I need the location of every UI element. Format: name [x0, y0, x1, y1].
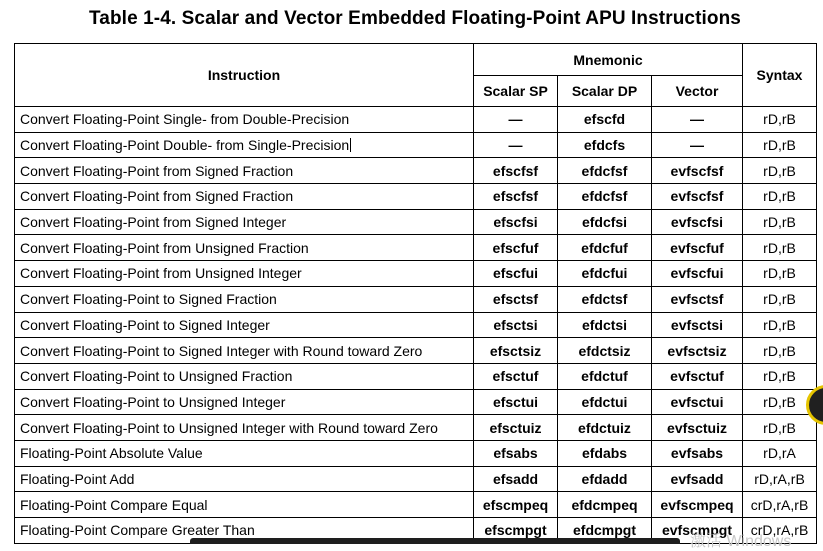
syntax-cell: rD,rB [743, 158, 817, 184]
vector-cell: evfsabs [652, 440, 743, 466]
scalar-dp-cell: efdcmpgt [558, 518, 652, 544]
instruction-cell: Floating-Point Add [15, 466, 474, 492]
syntax-cell: rD,rB [743, 338, 817, 364]
instruction-cell: Floating-Point Compare Greater Than [15, 518, 474, 544]
instruction-cell: Floating-Point Compare Equal [15, 492, 474, 518]
instruction-cell: Convert Floating-Point to Unsigned Fraction [15, 363, 474, 389]
scalar-sp-cell: — [474, 132, 558, 158]
text-cursor [350, 138, 351, 152]
vector-cell: evfsadd [652, 466, 743, 492]
vector-cell: — [652, 132, 743, 158]
syntax-cell: rD,rB [743, 184, 817, 210]
table-title: Table 1-4. Scalar and Vector Embedded Floating-Point APU Instructions [89, 8, 741, 29]
table-row [15, 492, 817, 518]
header-scalar-dp: Scalar DP [558, 76, 652, 107]
vector-cell: evfsctuf [652, 363, 743, 389]
vector-cell: evfsctsiz [652, 338, 743, 364]
syntax-cell: rD,rB [743, 132, 817, 158]
scalar-sp-cell: efsadd [474, 466, 558, 492]
instruction-cell: Convert Floating-Point Double- from Single-Precision [15, 132, 474, 158]
vector-cell: — [652, 107, 743, 133]
scalar-sp-cell: efsctuf [474, 363, 558, 389]
table-row [15, 440, 817, 466]
scalar-sp-cell: efscmpgt [474, 518, 558, 544]
scalar-dp-cell: efdctsi [558, 312, 652, 338]
instruction-cell: Convert Floating-Point to Signed Integer with Round toward Zero [15, 338, 474, 364]
syntax-cell: rD,rB [743, 389, 817, 415]
table-row [15, 363, 817, 389]
header-vector: Vector [652, 76, 743, 107]
scalar-dp-cell: efdctsf [558, 286, 652, 312]
instruction-cell: Floating-Point Absolute Value [15, 440, 474, 466]
scalar-dp-cell: efdcfsf [558, 184, 652, 210]
table-row [15, 312, 817, 338]
scalar-dp-cell: efdcfs [558, 132, 652, 158]
table-row [15, 235, 817, 261]
vector-cell: evfscmpeq [652, 492, 743, 518]
header-mnemonic: Mnemonic [474, 44, 743, 76]
instruction-cell: Convert Floating-Point to Signed Integer [15, 312, 474, 338]
vector-cell: evfscfsi [652, 209, 743, 235]
taskbar-strip [190, 538, 680, 544]
scalar-sp-cell: efsctsf [474, 286, 558, 312]
header-scalar-sp: Scalar SP [474, 76, 558, 107]
syntax-cell: rD,rB [743, 415, 817, 441]
scalar-sp-cell: efsctsi [474, 312, 558, 338]
vector-cell: evfsctsf [652, 286, 743, 312]
activation-watermark: 激活 Windows [690, 533, 792, 550]
scalar-dp-cell: efdcfui [558, 261, 652, 287]
table-row [15, 286, 817, 312]
scalar-sp-cell: efsctuiz [474, 415, 558, 441]
scalar-sp-cell: efsctui [474, 389, 558, 415]
instruction-cell: Convert Floating-Point Single- from Double-Precision [15, 107, 474, 133]
scalar-dp-cell: efdabs [558, 440, 652, 466]
scalar-dp-cell: efdcmpeq [558, 492, 652, 518]
scalar-sp-cell: efscmpeq [474, 492, 558, 518]
scalar-sp-cell: efsctsiz [474, 338, 558, 364]
scalar-dp-cell: efdcfsi [558, 209, 652, 235]
scalar-sp-cell: efscfsf [474, 158, 558, 184]
syntax-cell: rD,rB [743, 107, 817, 133]
vector-cell: evfscfui [652, 261, 743, 287]
scalar-dp-cell: efdcfuf [558, 235, 652, 261]
scalar-dp-cell: efdctui [558, 389, 652, 415]
table-row [15, 107, 817, 133]
vector-cell: evfsctuiz [652, 415, 743, 441]
scalar-sp-cell: efscfuf [474, 235, 558, 261]
table-body [15, 107, 817, 544]
instruction-cell: Convert Floating-Point from Signed Fraction [15, 184, 474, 210]
instruction-cell: Convert Floating-Point to Unsigned Integer [15, 389, 474, 415]
header-syntax: Syntax [743, 44, 817, 107]
scalar-sp-cell: efsabs [474, 440, 558, 466]
scalar-sp-cell: efscfui [474, 261, 558, 287]
table-row [15, 261, 817, 287]
header-instruction: Instruction [15, 44, 474, 107]
vector-cell: evfsctui [652, 389, 743, 415]
scalar-dp-cell: efdctuf [558, 363, 652, 389]
vector-cell: evfscmpgt [652, 518, 743, 544]
vector-cell: evfscfsf [652, 184, 743, 210]
syntax-cell: rD,rA [743, 440, 817, 466]
instruction-cell: Convert Floating-Point from Signed Integer [15, 209, 474, 235]
instruction-cell: Convert Floating-Point from Unsigned Fraction [15, 235, 474, 261]
table-row [15, 132, 817, 158]
instruction-table [14, 43, 817, 544]
syntax-cell: rD,rB [743, 235, 817, 261]
scalar-dp-cell: efdadd [558, 466, 652, 492]
scalar-sp-cell: — [474, 107, 558, 133]
syntax-cell: rD,rB [743, 286, 817, 312]
vector-cell: evfsctsi [652, 312, 743, 338]
vector-cell: evfscfuf [652, 235, 743, 261]
syntax-cell: rD,rB [743, 312, 817, 338]
syntax-cell: rD,rB [743, 209, 817, 235]
table-row [15, 158, 817, 184]
instruction-cell: Convert Floating-Point to Unsigned Integer with Round toward Zero [15, 415, 474, 441]
instruction-cell: Convert Floating-Point from Unsigned Integer [15, 261, 474, 287]
scalar-dp-cell: efdctsiz [558, 338, 652, 364]
table-row [15, 389, 817, 415]
scalar-dp-cell: efdcfsf [558, 158, 652, 184]
syntax-cell: rD,rA,rB [743, 466, 817, 492]
syntax-cell: crD,rA,rB [743, 518, 817, 544]
scalar-dp-cell: efdctuiz [558, 415, 652, 441]
syntax-cell: crD,rA,rB [743, 492, 817, 518]
table-row [15, 184, 817, 210]
table-row [15, 415, 817, 441]
scalar-dp-cell: efscfd [558, 107, 652, 133]
scalar-sp-cell: efscfsf [474, 184, 558, 210]
vector-cell: evfscfsf [652, 158, 743, 184]
scalar-sp-cell: efscfsi [474, 209, 558, 235]
syntax-cell: rD,rB [743, 363, 817, 389]
syntax-cell: rD,rB [743, 261, 817, 287]
instruction-cell: Convert Floating-Point from Signed Fraction [15, 158, 474, 184]
table-row [15, 209, 817, 235]
table-row [15, 338, 817, 364]
table-row [15, 466, 817, 492]
instruction-cell: Convert Floating-Point to Signed Fraction [15, 286, 474, 312]
